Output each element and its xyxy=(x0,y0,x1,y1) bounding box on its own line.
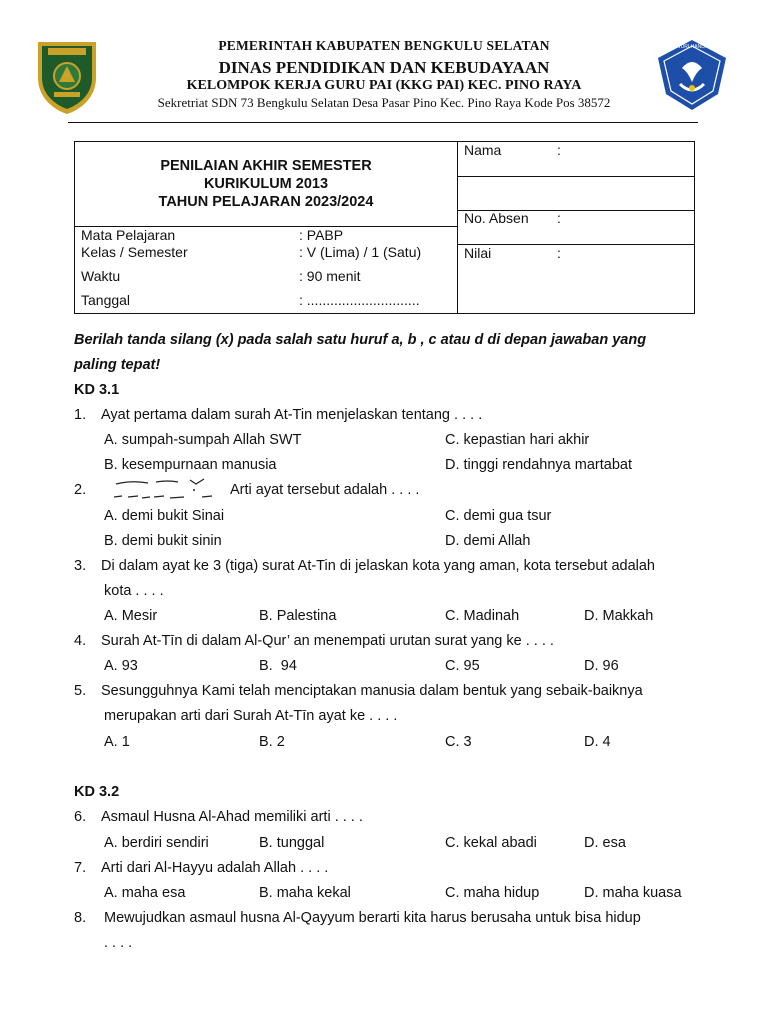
question-text: Arti ayat tersebut adalah . . . . xyxy=(230,482,420,498)
option-b: B. demi bukit sinin xyxy=(104,533,222,549)
header-agency: DINAS PENDIDIKAN DAN KEBUDAYAAN xyxy=(218,58,550,77)
option-c: C. Madinah xyxy=(445,608,520,624)
option-b: B. 94 xyxy=(259,658,297,674)
subject-value: : PABP xyxy=(299,227,344,243)
option-a: A. maha esa xyxy=(104,885,186,901)
question-number: 3. xyxy=(74,558,87,574)
subject-label: Mata Pelajaran xyxy=(81,227,176,243)
question-number: 2. xyxy=(74,482,87,498)
name-label: Nama xyxy=(464,142,502,158)
exam-curriculum: KURIKULUM 2013 xyxy=(203,176,329,192)
header-address: Sekretriat SDN 73 Bengkulu Selatan Desa Pasar Pino Kec. Pino Raya Kode Pos 38572 xyxy=(157,95,611,110)
option-a: A. 93 xyxy=(104,658,138,674)
option-d: D. esa xyxy=(584,835,626,851)
question-number: 1. xyxy=(74,407,87,423)
exam-year: TAHUN PELAJARAN 2023/2024 xyxy=(158,194,374,210)
question-number: 6. xyxy=(74,809,87,825)
question-text: Sesungguhnya Kami telah menciptakan manusia dalam bentuk yang sebaik-baiknya xyxy=(101,683,643,699)
option-b: B. maha kekal xyxy=(259,885,351,901)
question-text: Asmaul Husna Al-Ahad memiliki arti . . . . xyxy=(101,809,363,825)
time-value: : 90 menit xyxy=(299,268,361,284)
option-c: C. 95 xyxy=(445,658,480,674)
question-number: 8. xyxy=(74,910,87,926)
class-label: Kelas / Semester xyxy=(81,244,188,260)
question-number: 5. xyxy=(74,683,87,699)
kd-3-1-heading: KD 3.1 xyxy=(74,382,120,398)
question-text-continued: kota . . . . xyxy=(104,583,164,599)
question-text: Ayat pertama dalam surah At-Tin menjelaskan tentang . . . . xyxy=(101,407,483,423)
option-d: D. Makkah xyxy=(584,608,654,624)
exam-info-table xyxy=(74,141,695,314)
option-c: C. maha hidup xyxy=(445,885,540,901)
option-a: A. berdiri sendiri xyxy=(104,835,209,851)
option-a: A. Mesir xyxy=(104,608,158,624)
question-text: Surah At-Tīn di dalam Al-Qur’ an menempati urutan surat yang ke . . . . xyxy=(101,633,554,649)
question-text: Di dalam ayat ke 3 (tiga) surat At-Tin di jelaskan kota yang aman, kota tersebut adalah xyxy=(101,558,655,574)
question-text-continued: . . . . xyxy=(104,935,133,951)
right-logo-text: TUT WURI HANDAYANI xyxy=(664,44,720,50)
option-c: C. 3 xyxy=(445,734,472,750)
question-number: 4. xyxy=(74,633,87,649)
kd-3-2-heading: KD 3.2 xyxy=(74,784,120,800)
header-divider xyxy=(68,122,698,123)
score-label: Nilai xyxy=(464,245,492,261)
absent-number-label: No. Absen xyxy=(464,210,529,226)
date-value: : ............................. xyxy=(299,292,420,308)
option-a: A. sumpah-sumpah Allah SWT xyxy=(104,432,302,448)
score-colon: : xyxy=(557,245,561,261)
name-colon: : xyxy=(557,142,561,158)
option-d: D. maha kuasa xyxy=(584,885,682,901)
option-d: D. 4 xyxy=(584,734,611,750)
option-b: B. kesempurnaan manusia xyxy=(104,457,277,473)
time-label: Waktu xyxy=(81,268,121,284)
option-b: B. 2 xyxy=(259,734,285,750)
instruction-line-2: paling tepat! xyxy=(74,357,161,373)
question-text: Arti dari Al-Hayyu adalah Allah . . . . xyxy=(101,860,329,876)
absent-number-colon: : xyxy=(557,210,561,226)
header-government: PEMERINTAH KABUPATEN BENGKULU SELATAN xyxy=(218,38,550,53)
option-d: D. demi Allah xyxy=(445,533,531,549)
option-c: C. demi gua tsur xyxy=(445,508,552,524)
date-label: Tanggal xyxy=(81,292,131,308)
option-b: B. Palestina xyxy=(259,608,337,624)
question-text: Mewujudkan asmaul husna Al-Qayyum berarti kita harus berusaha untuk bisa hidup xyxy=(104,910,641,926)
instruction-line-1: Berilah tanda silang (x) pada salah satu huruf a, b , c atau d di depan jawaban yang xyxy=(74,332,647,348)
option-d: D. tinggi rendahnya martabat xyxy=(445,457,632,473)
option-d: D. 96 xyxy=(584,658,619,674)
exam-title: PENILAIAN AKHIR SEMESTER xyxy=(160,158,372,174)
header-group: KELOMPOK KERJA GURU PAI (KKG PAI) KEC. PINO RAYA xyxy=(186,78,582,93)
option-a: A. demi bukit Sinai xyxy=(104,508,225,524)
option-b: B. tunggal xyxy=(259,835,325,851)
question-text-continued: merupakan arti dari Surah At-Tīn ayat ke . . . . xyxy=(104,708,398,724)
option-c: C. kepastian hari akhir xyxy=(445,432,590,448)
option-c: C. kekal abadi xyxy=(445,835,537,851)
arabic-verse-image xyxy=(108,476,220,504)
question-number: 7. xyxy=(74,860,87,876)
class-value: : V (Lima) / 1 (Satu) xyxy=(299,244,422,260)
option-a: A. 1 xyxy=(104,734,130,750)
